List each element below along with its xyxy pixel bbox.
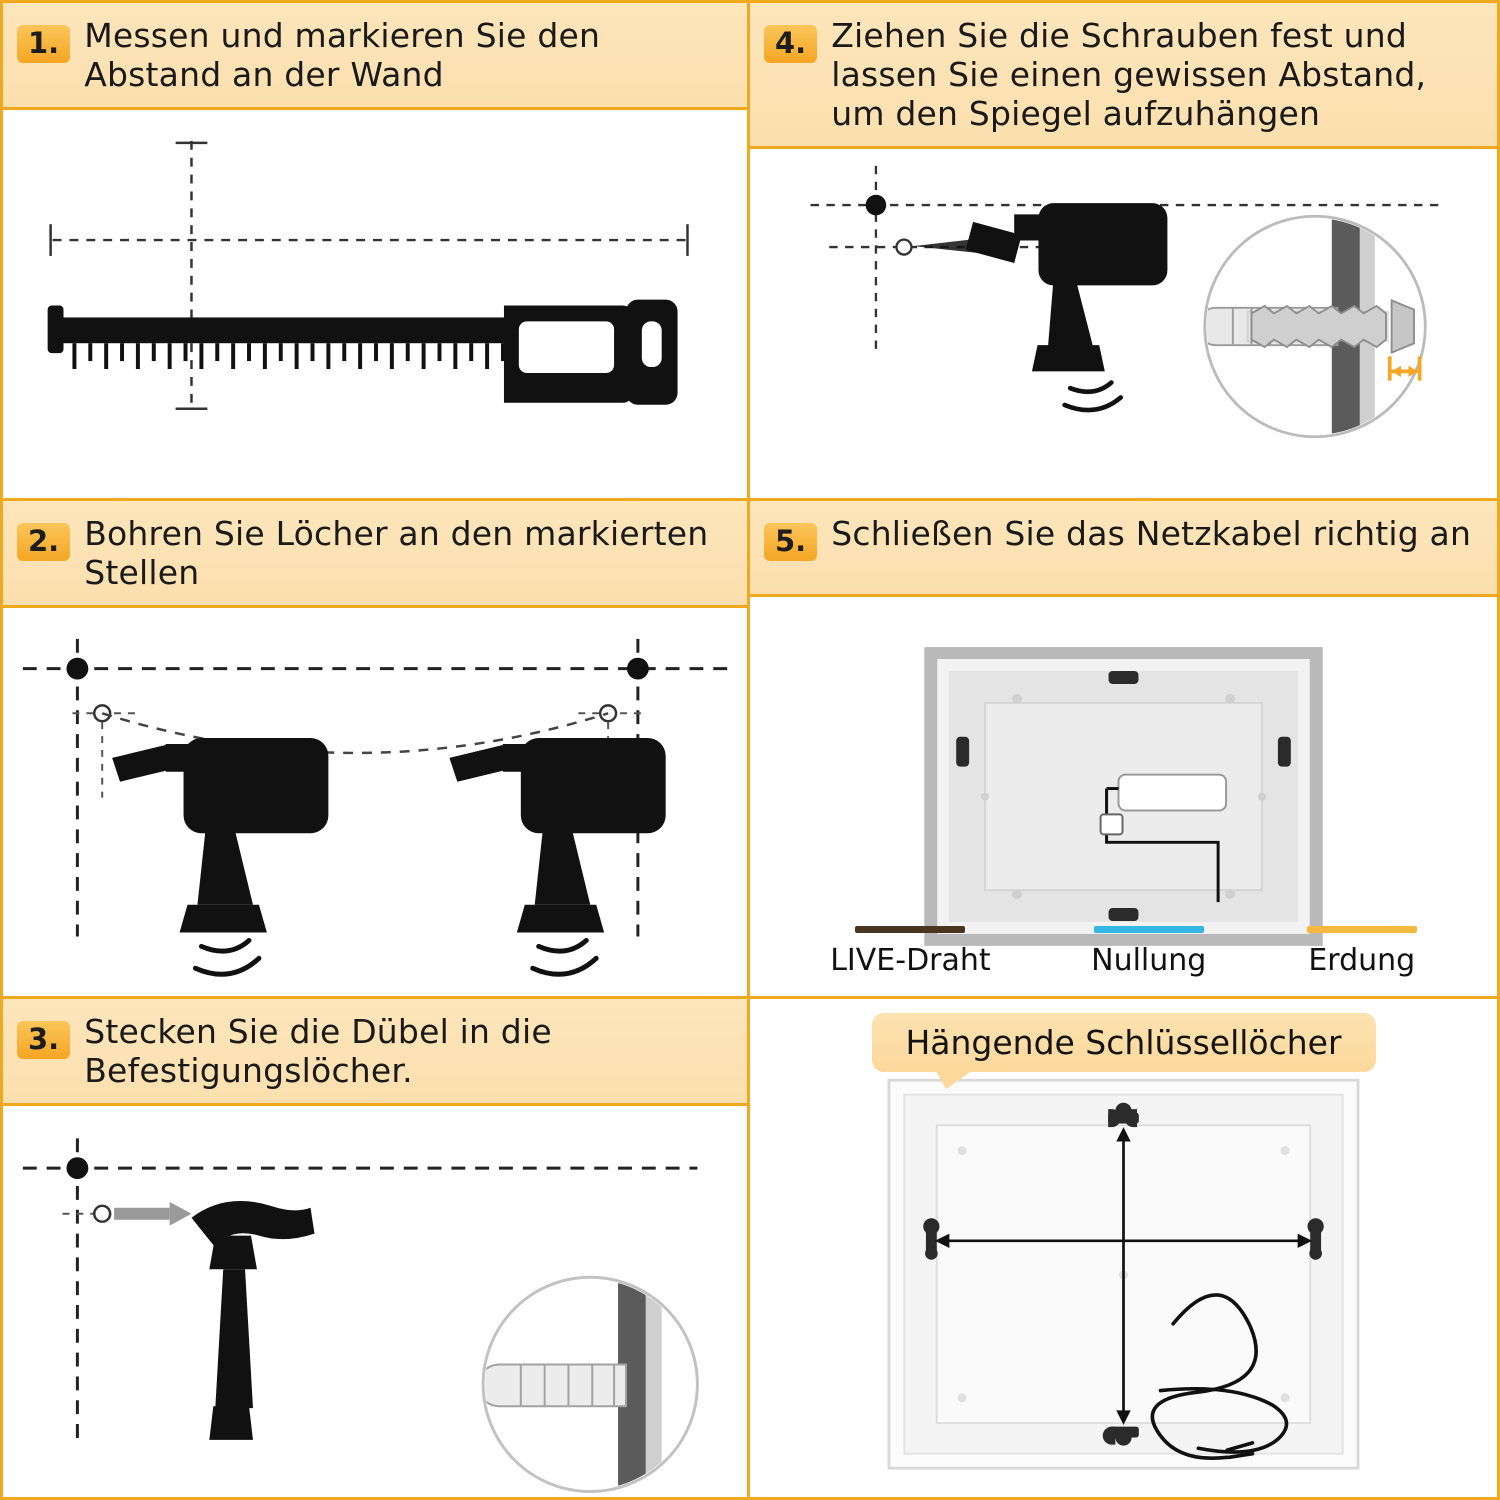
wiring-legend [750, 926, 1497, 978]
legend-item-ground [1307, 926, 1417, 978]
final-panel [750, 999, 1497, 1497]
step-illustration-2 [3, 608, 747, 999]
legend-item-neutral [1091, 926, 1206, 978]
step-header-3 [3, 999, 747, 1106]
step-header-4 [750, 3, 1497, 149]
step-header-2 [3, 501, 747, 608]
power-drill-icon [3, 608, 747, 999]
legend-item-live [830, 926, 990, 978]
step-illustration-4 [750, 149, 1497, 501]
step-text-4: Ziehen Sie die Schrauben fest und lassen Sie einen gewissen Abstand, um den Spiegel aufzuhängen [831, 16, 1427, 133]
mirror-back-keyhole-icon [750, 1073, 1497, 1497]
step-panel-3 [3, 999, 750, 1497]
step-text-1: Messen und markieren Sie den Abstand an der Wand [84, 16, 601, 94]
legend-color-ground [1307, 926, 1417, 933]
step-number-1: 1. [17, 25, 70, 63]
step-panel-5 [750, 501, 1497, 999]
keyhole-callout: Hängende Schlüssellöcher [871, 1013, 1375, 1072]
legend-label-ground: Erdung [1308, 943, 1416, 978]
step-text-2: Bohren Sie Löcher an den markierten Stellen [84, 514, 709, 592]
legend-label-neutral: Nullung [1091, 943, 1207, 978]
legend-color-live [855, 926, 965, 933]
step-header-5 [750, 501, 1497, 597]
step-illustration-3 [3, 1106, 747, 1497]
step-number-3: 3. [17, 1021, 70, 1059]
step-illustration-1 [3, 110, 747, 501]
step-illustration-5 [750, 597, 1497, 996]
step-text-3: Stecken Sie die Dübel in die Befestigungslöcher. [84, 1012, 552, 1090]
step-panel-1 [3, 3, 750, 501]
legend-color-neutral [1094, 926, 1204, 933]
step-number-5: 5. [764, 523, 817, 561]
step-number-4: 4. [764, 25, 817, 63]
drill-screw-icon [750, 149, 1497, 501]
step-panel-2 [3, 501, 750, 999]
tape-measure-icon [3, 110, 747, 501]
step-panel-4 [750, 3, 1497, 501]
legend-label-live: LIVE-Draht [830, 943, 991, 978]
steps-grid [3, 3, 1497, 1497]
step-text-5: Schließen Sie das Netzkabel richtig an [831, 514, 1472, 553]
step-header-1 [3, 3, 747, 110]
hammer-icon [3, 1106, 747, 1497]
step-number-2: 2. [17, 523, 70, 561]
